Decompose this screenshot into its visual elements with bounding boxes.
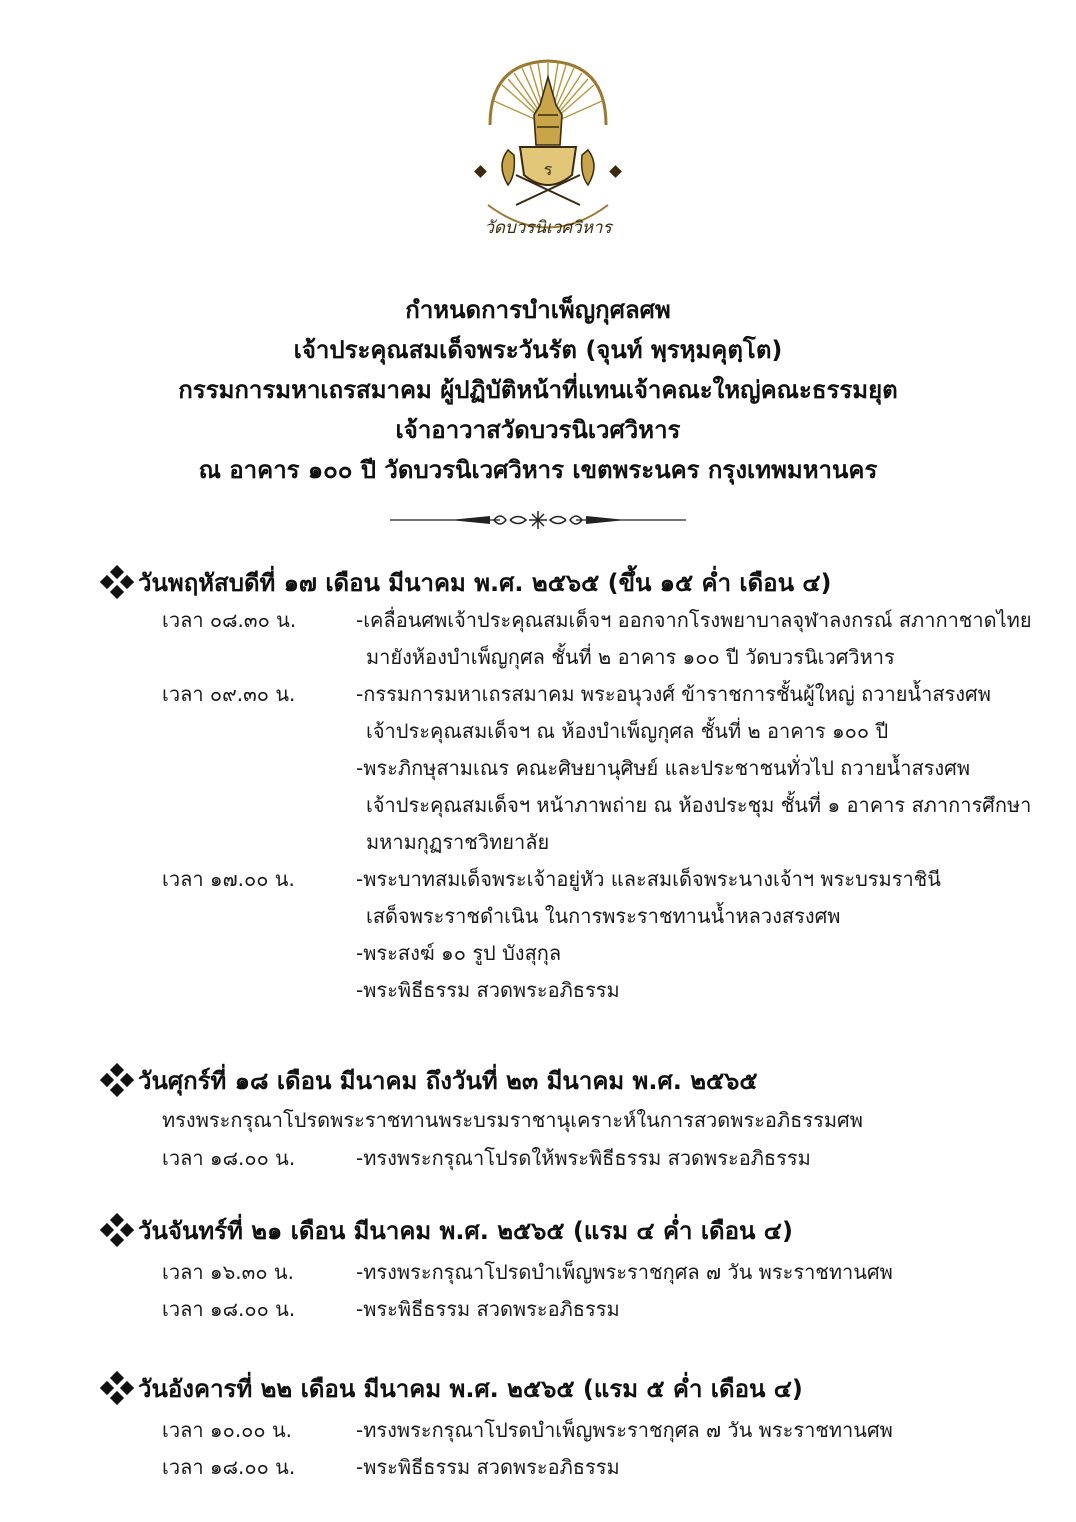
day-section-4 [100,1368,1050,1486]
schedule-row [100,824,1050,861]
time-label: เวลา ๑๘.๐๐ น. [162,1146,296,1170]
schedule-row [100,750,1050,787]
schedule-row [100,972,1050,1009]
day-heading [100,1210,1050,1250]
day-heading [100,562,1050,602]
schedule-row [100,713,1050,750]
schedule-row [100,861,1050,898]
entry-text: เจ้าประคุณสมเด็จฯ หน้าภาพถ่าย ณ ห้องประชุม ชั้นที่ ๑ อาคาร สภาการศึกษา [366,793,1032,817]
schedule-row [100,898,1050,935]
day-heading-text: วันศุกร์ที่ ๑๘ เดือน มีนาคม ถึงวันที่ ๒๓ มีนาคม พ.ศ. ๒๕๖๕ [138,1066,758,1095]
diamond-bullet-icon [100,1213,134,1247]
emblem-inscription: วัดบวรนิเวศวิหาร [484,218,612,238]
schedule-row [100,1254,1050,1291]
title-line-4: เจ้าอาวาสวัดบวรนิเวศวิหาร [395,416,681,444]
title-line-1: กำหนดการบำเพ็ญกุศลศพ [405,296,671,324]
diamond-bullet-icon [100,565,134,599]
entry-text: -พระภิกษุสามเณร คณะศิษยานุศิษย์ และประชาชนทั่วไป ถวายน้ำสรงศพ [356,756,971,780]
day-heading [100,1368,1050,1408]
entry-text: -พระบาทสมเด็จพระเจ้าอยู่หัว และสมเด็จพระนางเจ้าฯ พระบรมราชินี [356,867,941,891]
title-line-5: ณ อาคาร ๑๐๐ ปี วัดบวรนิเวศวิหาร เขตพระนคร กรุงเทพมหานคร [198,456,878,484]
entry-text: -ทรงพระกรุณาโปรดบำเพ็ญพระราชกุศล ๗ วัน พระราชทานศพ [356,1418,893,1442]
schedule-row [100,639,1050,676]
diamond-bullet-icon [100,1371,134,1405]
day-section-1 [100,562,1050,1009]
entry-text: -พระพิธีธรรม สวดพระอภิธรรม [356,1455,620,1479]
entry-text: มหามกุฏราชวิทยาลัย [366,830,550,854]
schedule-row [100,1412,1050,1449]
emblem-center-mark: ร [543,160,553,179]
entry-text: เสด็จพระราชดำเนิน ในการพระราชทานน้ำหลวงสรงศพ [366,904,841,928]
entry-text: -เคลื่อนศพเจ้าประคุณสมเด็จฯ ออกจากโรงพยาบาลจุฬาลงกรณ์ สภากาชาดไทย [356,608,1032,632]
schedule-row [100,787,1050,824]
entry-text: -ทรงพระกรุณาโปรดบำเพ็ญพระราชกุศล ๗ วัน พระราชทานศพ [356,1260,893,1284]
title-line-2: เจ้าประคุณสมเด็จพระวันรัต (จุนท์ พฺรหฺมคุตฺโต) [293,336,783,364]
day-heading-text: วันจันทร์ที่ ๒๑ เดือน มีนาคม พ.ศ. ๒๕๖๕ (แรม ๔ ค่ำ เดือน ๔) [138,1216,793,1245]
schedule-row [100,602,1050,639]
schedule-row [100,676,1050,713]
day-heading-text: วันพฤหัสบดีที่ ๑๗ เดือน มีนาคม พ.ศ. ๒๕๖๕ (ขึ้น ๑๕ ค่ำ เดือน ๔) [138,568,832,597]
day-section-3 [100,1210,1050,1328]
entry-text: -ทรงพระกรุณาโปรดให้พระพิธีธรรม สวดพระอภิธรรม [356,1146,811,1170]
entry-text: -พระพิธีธรรม สวดพระอภิธรรม [356,978,620,1002]
schedule-row [100,935,1050,972]
time-label: เวลา ๑๐.๐๐ น. [162,1418,292,1442]
time-label: เวลา ๑๘.๐๐ น. [162,1455,296,1479]
diamond-bullet-icon [100,1063,134,1097]
title-line-3: กรรมการมหาเถรสมาคม ผู้ปฏิบัติหน้าที่แทนเจ้าคณะใหญ่คณะธรรมยุต [178,376,898,404]
schedule-row [100,1140,1050,1177]
schedule-row [100,1291,1050,1328]
schedule-row [100,1449,1050,1486]
ornamental-divider-icon [390,508,686,532]
entry-text: -พระสงฆ์ ๑๐ รูป บังสุกุล [356,941,562,965]
time-label: เวลา ๐๙.๓๐ น. [162,682,296,706]
time-label: เวลา ๑๖.๓๐ น. [162,1260,294,1284]
entry-text: มายังห้องบำเพ็ญกุศล ชั้นที่ ๒ อาคาร ๑๐๐ ปี วัดบวรนิเวศวิหาร [366,645,895,669]
entry-text: -กรรมการมหาเถรสมาคม พระอนุวงศ์ ข้าราชการชั้นผู้ใหญ่ ถวายน้ำสรงศพ [356,682,991,706]
entry-text: เจ้าประคุณสมเด็จฯ ณ ห้องบำเพ็ญกุศล ชั้นที่ ๒ อาคาร ๑๐๐ ปี [366,719,889,743]
section-note: ทรงพระกรุณาโปรดพระราชทานพระบรมราชานุเคราะห์ในการสวดพระอภิธรรมศพ [162,1108,863,1132]
day-section-2 [100,1060,1050,1177]
day-heading-text: วันอังคารที่ ๒๒ เดือน มีนาคม พ.ศ. ๒๕๖๕ (แรม ๕ ค่ำ เดือน ๔) [138,1374,803,1403]
time-label: เวลา ๑๘.๐๐ น. [162,1297,296,1321]
document-title-block [0,290,1076,490]
entry-text: -พระพิธีธรรม สวดพระอภิธรรม [356,1297,620,1321]
day-heading [100,1060,1050,1100]
temple-emblem-icon [468,55,628,245]
time-label: เวลา ๑๗.๐๐ น. [162,867,295,891]
time-label: เวลา ๐๘.๓๐ น. [162,608,297,632]
